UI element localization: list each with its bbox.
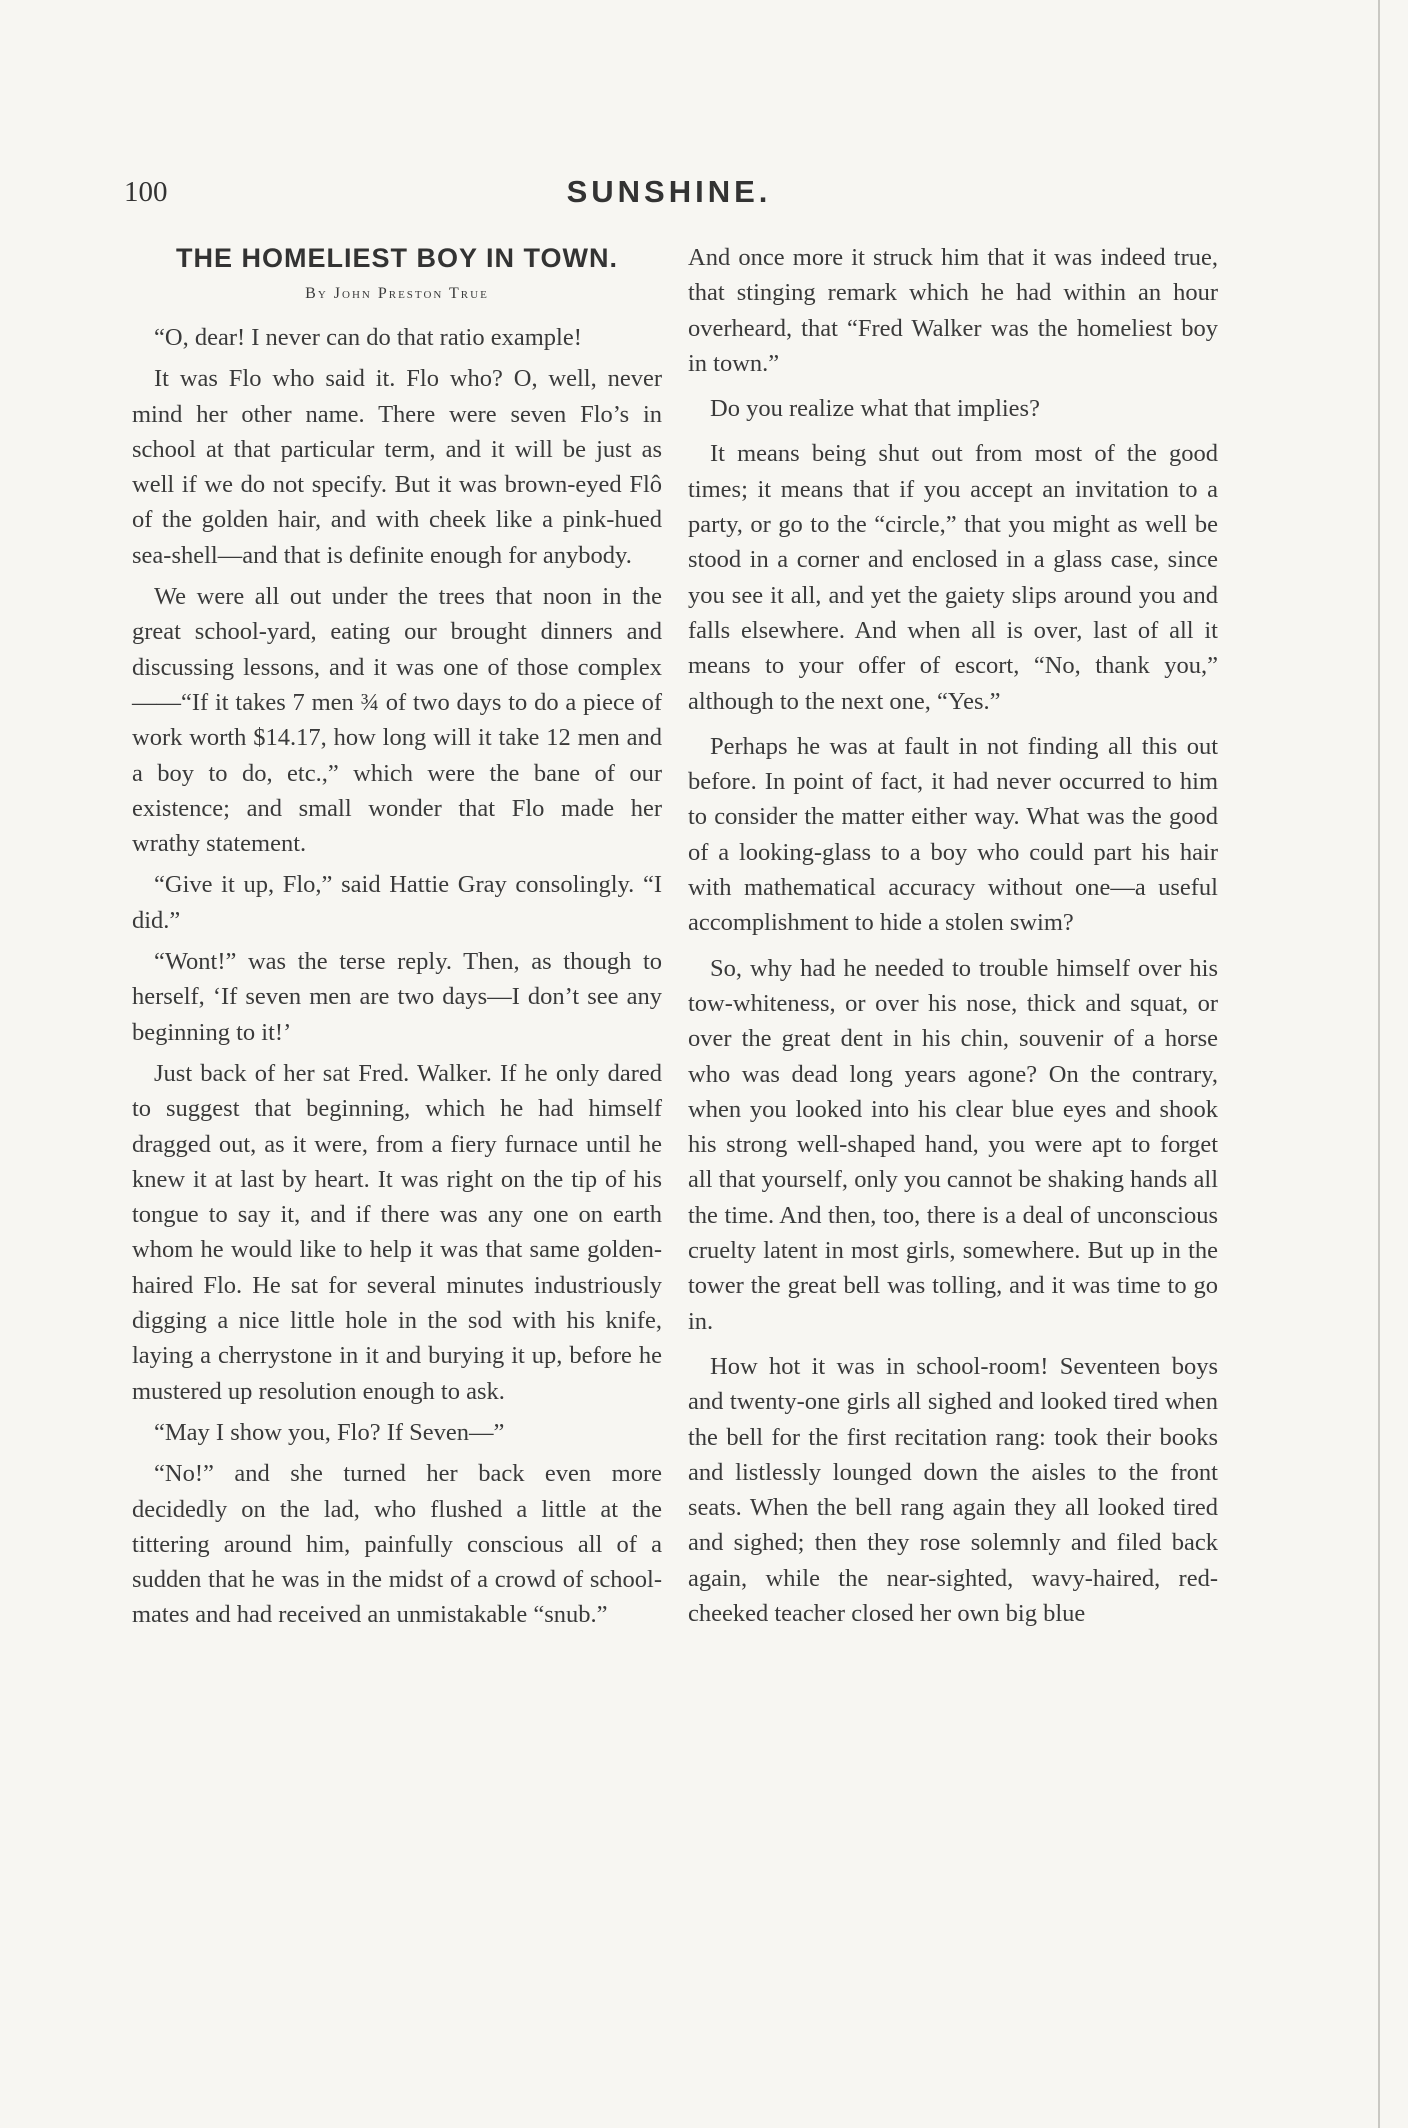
paragraph: Perhaps he was at fault in not finding all this out before. In point of fact, it had never occurred to him to consider the matter either way. What was the good of a looking-glass to a boy who could part his hair with mathematical accuracy without one—a useful accomplishment to hide a stolen swim? xyxy=(688,732,1218,937)
paragraph: “Wont!” was the terse reply. Then, as though to herself, ‘If seven men are two days—I don’t see any beginning to it!’ xyxy=(132,948,662,1046)
paragraph: It was Flo who said it. Flo who? O, well, never mind her other name. There were seven Flo’s in school at that particular term, and it will be just as well if we do not specify. But it was brown-eyed Flô of the golden hair, and with cheek like a pink-hued sea-shell—and that is definite enough for anybody. xyxy=(132,365,662,569)
left-column xyxy=(132,240,662,1639)
right-column xyxy=(688,240,1218,1637)
paragraph: It means being shut out from most of the good times; it means that if you accept an invitation to a party, or go to the “circle,” that you might as well be stood in a corner and enclosed in a glass case, since you see it all, and yet the gaiety slips around you and falls elsewhere. And when all is over, last of all it means to your offer of escort, “No, thank you,” although to the next one, “Yes.” xyxy=(688,440,1218,715)
paragraph: “No!” and she turned her back even more decidedly on the lad, who flushed a little at the tittering around him, painfully conscious all of a sudden that he was in the midst of a crowd of school-mates and had received an unmistakable “snub.” xyxy=(132,1460,662,1629)
page-number: 100 xyxy=(124,176,168,208)
paragraph: “May I show you, Flo? If Seven—” xyxy=(154,1418,505,1446)
paragraph: How hot it was in school-room! Seventeen boys and twenty-one girls all sighed and looked tired when the bell for the first recitation rang: took their books and listlessly lounged down the aisles to the front seats. When the bell rang again they all looked tired and sighed; then they rose solemnly and filed back again, while the near-sighted, wavy-haired, red-cheeked teacher closed her own big blue xyxy=(688,1352,1218,1627)
article-byline: By John Preston True xyxy=(305,285,489,302)
page-edge-line xyxy=(1378,0,1380,2128)
paragraph: We were all out under the trees that noon in the great school-yard, eating our brought dinners and discussing lessons, and it was one of those complex——“If it takes 7 men ¾ of two days to do a piece of work worth $14.17, how long will it take 12 men and a boy to do, etc.,” which were the bane of our existence; and small wonder that Flo made her wrathy statement. xyxy=(132,583,662,858)
paragraph: Do you realize what that implies? xyxy=(710,395,1040,423)
article-title: THE HOMELIEST BOY IN TOWN. xyxy=(175,243,619,273)
paragraph: “Give it up, Flo,” said Hattie Gray consolingly. “I did.” xyxy=(132,871,662,934)
paragraph: So, why had he needed to trouble himself over his tow-whiteness, or over his nose, thick and squat, or over the great dent in his chin, souvenir of a horse who was dead long years agone? On the contrary, when you looked into his clear blue eyes and shook his strong well-shaped hand, you were apt to forget all that yourself, only you cannot be shaking hands all the time. And then, too, there is a deal of unconscious cruelty latent in most girls, somewhere. But up in the tower the great bell was tolling, and it was time to go in. xyxy=(688,954,1218,1335)
paragraph: Just back of her sat Fred. Walker. If he only dared to suggest that beginning, which he had himself dragged out, as it were, from a fiery furnace until he knew it at last by heart. It was right on the tip of his tongue to say it, and if there was any one on earth whom he would like to help it was that same golden-haired Flo. He sat for several minutes industriously digging a nice little hole in the sod with his knife, laying a cherrystone in it and burying it up, before he mustered up resolution enough to ask. xyxy=(132,1059,662,1405)
paragraph: “O, dear! I never can do that ratio example! xyxy=(154,324,582,351)
running-title: SUNSHINE. xyxy=(566,174,772,209)
page-header xyxy=(124,176,1214,216)
paragraph: And once more it struck him that it was indeed true, that stinging remark which he had within an hour overheard, that “Fred Walker was the homeliest boy in town.” xyxy=(688,244,1218,377)
